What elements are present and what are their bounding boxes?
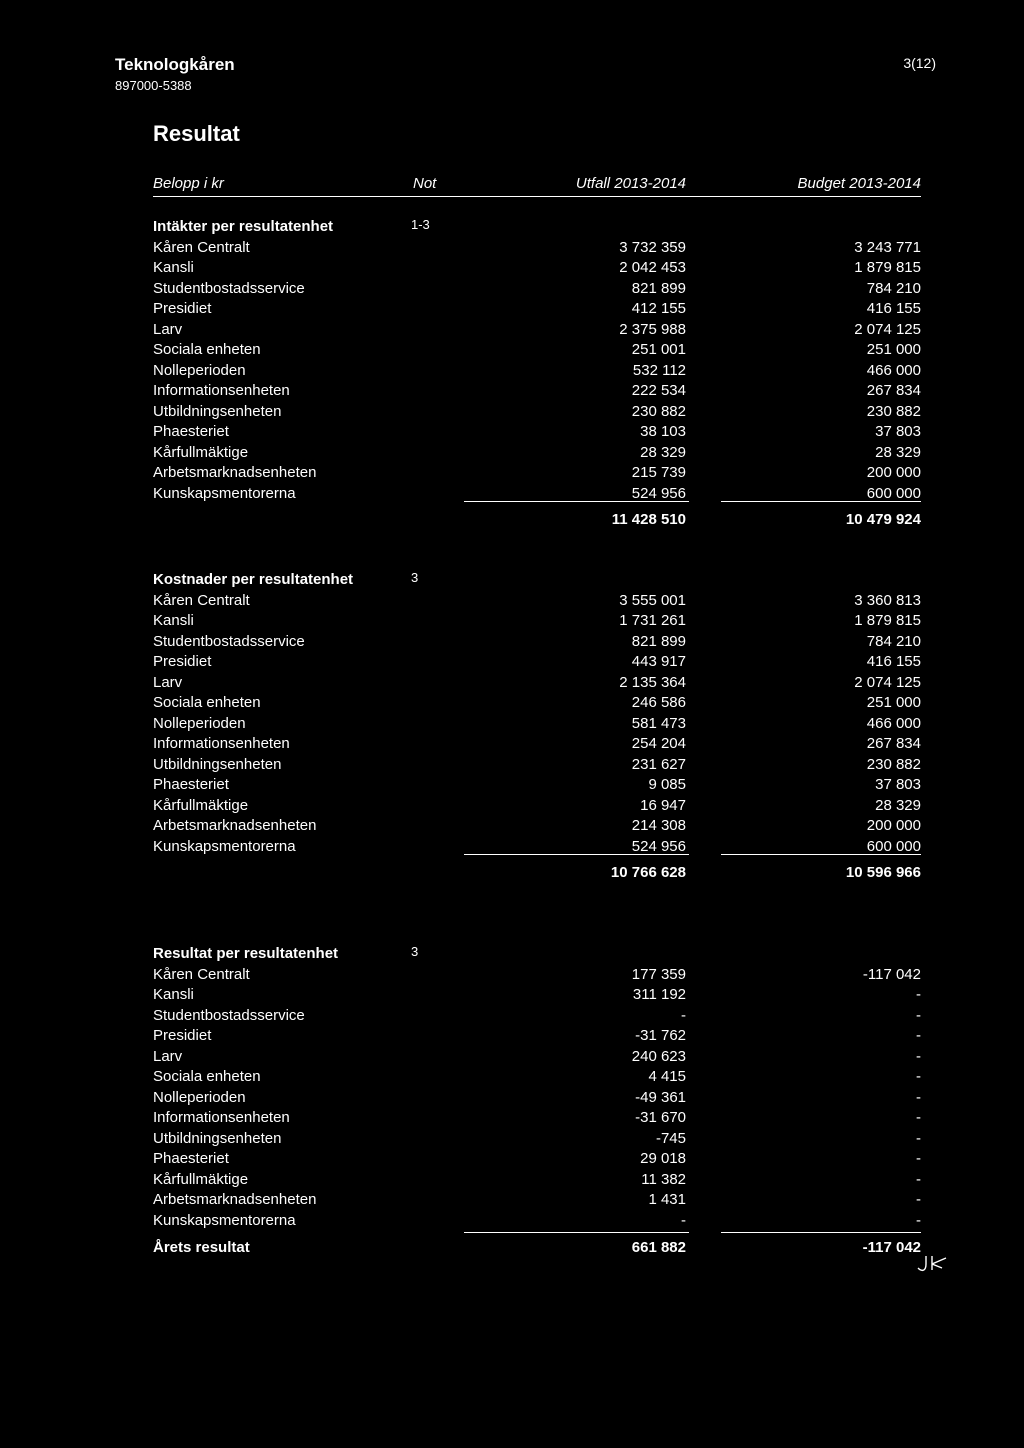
outcome-value: 821 899	[631, 632, 686, 650]
outcome-value: 231 627	[631, 755, 686, 773]
unit-name: Arbetsmarknadsenheten	[153, 464, 317, 481]
outcome-value: 16 947	[640, 796, 686, 814]
page-number: 3(12)	[903, 55, 936, 71]
page-title: Resultat	[153, 121, 240, 146]
outcome-value: 38 103	[640, 423, 686, 440]
section-note: 3	[411, 570, 419, 585]
budget-value: 3 360 813	[854, 591, 921, 609]
budget-value: -	[916, 1170, 921, 1188]
outcome-value: 3 555 001	[619, 591, 686, 609]
unit-name: Larv	[153, 320, 183, 338]
table-row	[0, 1130, 1024, 1150]
table-row	[0, 986, 1024, 1006]
header-divider	[153, 196, 921, 197]
budget-value: 37 803	[875, 423, 921, 440]
table-row	[0, 341, 1024, 361]
table-row	[0, 1109, 1024, 1129]
budget-value: 267 834	[866, 382, 921, 399]
budget-value: 600 000	[866, 837, 921, 855]
costs-total-budget: 10 596 966	[845, 864, 921, 881]
table-row	[0, 776, 1024, 796]
budget-value: 784 210	[866, 279, 921, 297]
unit-name: Kårfullmäktige	[153, 443, 249, 461]
budget-value: -	[916, 1109, 921, 1126]
outcome-value: 214 308	[631, 817, 686, 834]
outcome-value: 29 018	[640, 1150, 686, 1167]
budget-value: 230 882	[866, 402, 921, 420]
unit-name: Phaesteriet	[153, 1150, 229, 1167]
outcome-value: 2 042 453	[619, 259, 686, 276]
result-rule	[464, 1232, 689, 1233]
section-title: Kostnader per resultatenhet	[153, 571, 354, 588]
budget-value: 230 882	[866, 755, 921, 773]
unit-name: Presidiet	[153, 300, 212, 317]
result-rule	[721, 1232, 921, 1233]
budget-value: 2 074 125	[854, 673, 921, 691]
table-row	[0, 756, 1024, 776]
budget-value: 2 074 125	[854, 320, 921, 338]
column-header-amount: Belopp i kr	[153, 175, 224, 192]
unit-name: Sociala enheten	[153, 694, 261, 711]
outcome-value: 524 956	[631, 837, 686, 855]
table-row	[0, 817, 1024, 837]
table-row	[0, 362, 1024, 382]
outcome-value: -745	[655, 1129, 686, 1147]
column-header-outcome: Utfall 2013-2014	[575, 175, 686, 192]
outcome-value: 177 359	[631, 965, 686, 983]
table-row	[0, 966, 1024, 986]
budget-value: 267 834	[866, 735, 921, 752]
table-row	[0, 423, 1024, 443]
annual-result-label: Årets resultat	[153, 1239, 250, 1256]
budget-value: -	[916, 1191, 921, 1208]
budget-value: 600 000	[866, 484, 921, 502]
section-note: 3	[411, 944, 419, 959]
budget-value: 1 879 815	[854, 612, 921, 629]
budget-value: 28 329	[875, 796, 921, 814]
costs-total-outcome: 10 766 628	[610, 864, 686, 881]
outcome-value: 821 899	[631, 279, 686, 297]
outcome-value: 254 204	[631, 735, 686, 752]
unit-name: Kansli	[153, 612, 194, 629]
budget-value: 37 803	[875, 776, 921, 793]
outcome-value: 532 112	[632, 361, 686, 379]
unit-name: Kåren Centralt	[153, 591, 250, 609]
unit-name: Larv	[153, 1047, 183, 1065]
budget-value: 466 000	[866, 714, 921, 732]
unit-name: Nolleperioden	[153, 1088, 246, 1106]
table-row	[0, 1171, 1024, 1191]
unit-name: Kåren Centralt	[153, 238, 250, 256]
budget-value: -	[916, 1047, 921, 1065]
unit-name: Sociala enheten	[153, 341, 261, 358]
unit-name: Informationsenheten	[153, 735, 290, 752]
table-row	[0, 694, 1024, 714]
table-row	[0, 444, 1024, 464]
budget-value: -	[916, 1150, 921, 1167]
outcome-value: 251 001	[631, 341, 686, 358]
unit-name: Arbetsmarknadsenheten	[153, 1191, 317, 1208]
budget-value: -	[916, 1129, 921, 1147]
outcome-value: 581 473	[631, 714, 686, 732]
outcome-value: -49 361	[635, 1088, 686, 1106]
unit-name: Kårfullmäktige	[153, 796, 249, 814]
budget-value: -	[916, 1027, 921, 1044]
unit-name: Presidiet	[153, 1027, 212, 1044]
organization-name: Teknologkåren	[115, 55, 235, 74]
budget-value: 251 000	[866, 341, 921, 358]
unit-name: Kåren Centralt	[153, 965, 250, 983]
income-total-outcome: 11 428 510	[611, 511, 686, 528]
unit-name: Utbildningsenheten	[153, 402, 282, 420]
outcome-value: 222 534	[631, 382, 686, 399]
unit-name: Larv	[153, 673, 183, 691]
outcome-value: 524 956	[631, 484, 686, 502]
table-row	[0, 674, 1024, 694]
column-header-note: Not	[413, 175, 437, 192]
unit-name: Studentbostadsservice	[153, 279, 305, 297]
handwritten-initials-signature	[912, 1252, 956, 1278]
outcome-value: 2 375 988	[619, 320, 686, 338]
table-row	[0, 1048, 1024, 1068]
income-total-budget: 10 479 924	[845, 511, 921, 528]
annual-result-outcome: 661 882	[631, 1239, 686, 1256]
table-row	[0, 300, 1024, 320]
unit-name: Utbildningsenheten	[153, 755, 282, 773]
outcome-value: -	[681, 1211, 686, 1229]
table-row	[0, 1191, 1024, 1211]
budget-value: 416 155	[866, 300, 921, 317]
unit-name: Kansli	[153, 986, 194, 1003]
outcome-value: 240 623	[631, 1047, 686, 1065]
table-row	[0, 321, 1024, 341]
table-row	[0, 382, 1024, 402]
organization-number: 897000-5388	[115, 78, 192, 93]
table-row	[0, 633, 1024, 653]
section-title: Intäkter per resultatenhet	[153, 218, 334, 235]
table-row	[0, 1150, 1024, 1170]
outcome-value: 311 192	[632, 986, 686, 1003]
unit-name: Phaesteriet	[153, 423, 229, 440]
budget-value: -	[916, 1088, 921, 1106]
unit-name: Presidiet	[153, 653, 212, 670]
outcome-value: 2 135 364	[619, 673, 686, 691]
unit-name: Nolleperioden	[153, 361, 246, 379]
budget-value: -	[916, 1211, 921, 1229]
budget-value: 3 243 771	[854, 238, 921, 256]
unit-name: Informationsenheten	[153, 1109, 290, 1126]
budget-value: 1 879 815	[854, 259, 921, 276]
unit-name: Studentbostadsservice	[153, 632, 305, 650]
table-row	[0, 612, 1024, 632]
column-header-budget: Budget 2013-2014	[797, 175, 921, 192]
budget-value: 200 000	[866, 464, 921, 481]
table-row	[0, 715, 1024, 735]
outcome-value: 28 329	[640, 443, 686, 461]
unit-name: Studentbostadsservice	[153, 1006, 305, 1024]
budget-value: 28 329	[875, 443, 921, 461]
unit-name: Kunskapsmentorerna	[153, 1211, 296, 1229]
table-row	[0, 592, 1024, 612]
outcome-value: 1 431	[648, 1191, 686, 1208]
budget-value: -	[916, 986, 921, 1003]
table-row	[0, 1007, 1024, 1027]
outcome-value: 4 415	[648, 1068, 686, 1085]
table-row	[0, 403, 1024, 423]
table-row	[0, 797, 1024, 817]
unit-name: Kunskapsmentorerna	[153, 837, 296, 855]
table-row	[0, 1068, 1024, 1088]
section-title: Resultat per resultatenhet	[153, 945, 339, 962]
outcome-value: 11 382	[641, 1170, 686, 1188]
outcome-value: 230 882	[631, 402, 686, 420]
budget-value: 200 000	[866, 817, 921, 834]
table-row	[0, 1027, 1024, 1047]
unit-name: Utbildningsenheten	[153, 1129, 282, 1147]
outcome-value: 443 917	[631, 653, 686, 670]
table-row	[0, 1089, 1024, 1109]
table-row	[0, 280, 1024, 300]
annual-result-budget: -117 042	[862, 1239, 921, 1256]
budget-value: -117 042	[862, 965, 921, 983]
outcome-value: 215 739	[631, 464, 686, 481]
unit-name: Kårfullmäktige	[153, 1170, 249, 1188]
budget-value: 466 000	[866, 361, 921, 379]
outcome-value: 412 155	[631, 300, 686, 317]
table-row	[0, 485, 1024, 505]
table-row	[0, 259, 1024, 279]
budget-value: 416 155	[866, 653, 921, 670]
unit-name: Arbetsmarknadsenheten	[153, 817, 317, 834]
unit-name: Nolleperioden	[153, 714, 246, 732]
outcome-value: -	[681, 1006, 686, 1024]
outcome-value: -31 762	[635, 1027, 686, 1044]
section-note: 1-3	[411, 217, 430, 232]
table-row	[0, 239, 1024, 259]
table-row	[0, 653, 1024, 673]
outcome-value: 246 586	[631, 694, 686, 711]
budget-value: -	[916, 1068, 921, 1085]
outcome-value: 3 732 359	[619, 238, 686, 256]
outcome-value: 1 731 261	[619, 612, 686, 629]
budget-value: -	[916, 1006, 921, 1024]
budget-value: 784 210	[866, 632, 921, 650]
outcome-value: -31 670	[635, 1109, 686, 1126]
unit-name: Kunskapsmentorerna	[153, 484, 296, 502]
unit-name: Informationsenheten	[153, 382, 290, 399]
unit-name: Kansli	[153, 259, 194, 276]
budget-value: 251 000	[866, 694, 921, 711]
table-row	[0, 1212, 1024, 1232]
outcome-value: 9 085	[648, 776, 686, 793]
table-row	[0, 735, 1024, 755]
unit-name: Sociala enheten	[153, 1068, 261, 1085]
table-row	[0, 464, 1024, 484]
unit-name: Phaesteriet	[153, 776, 229, 793]
table-row	[0, 838, 1024, 858]
